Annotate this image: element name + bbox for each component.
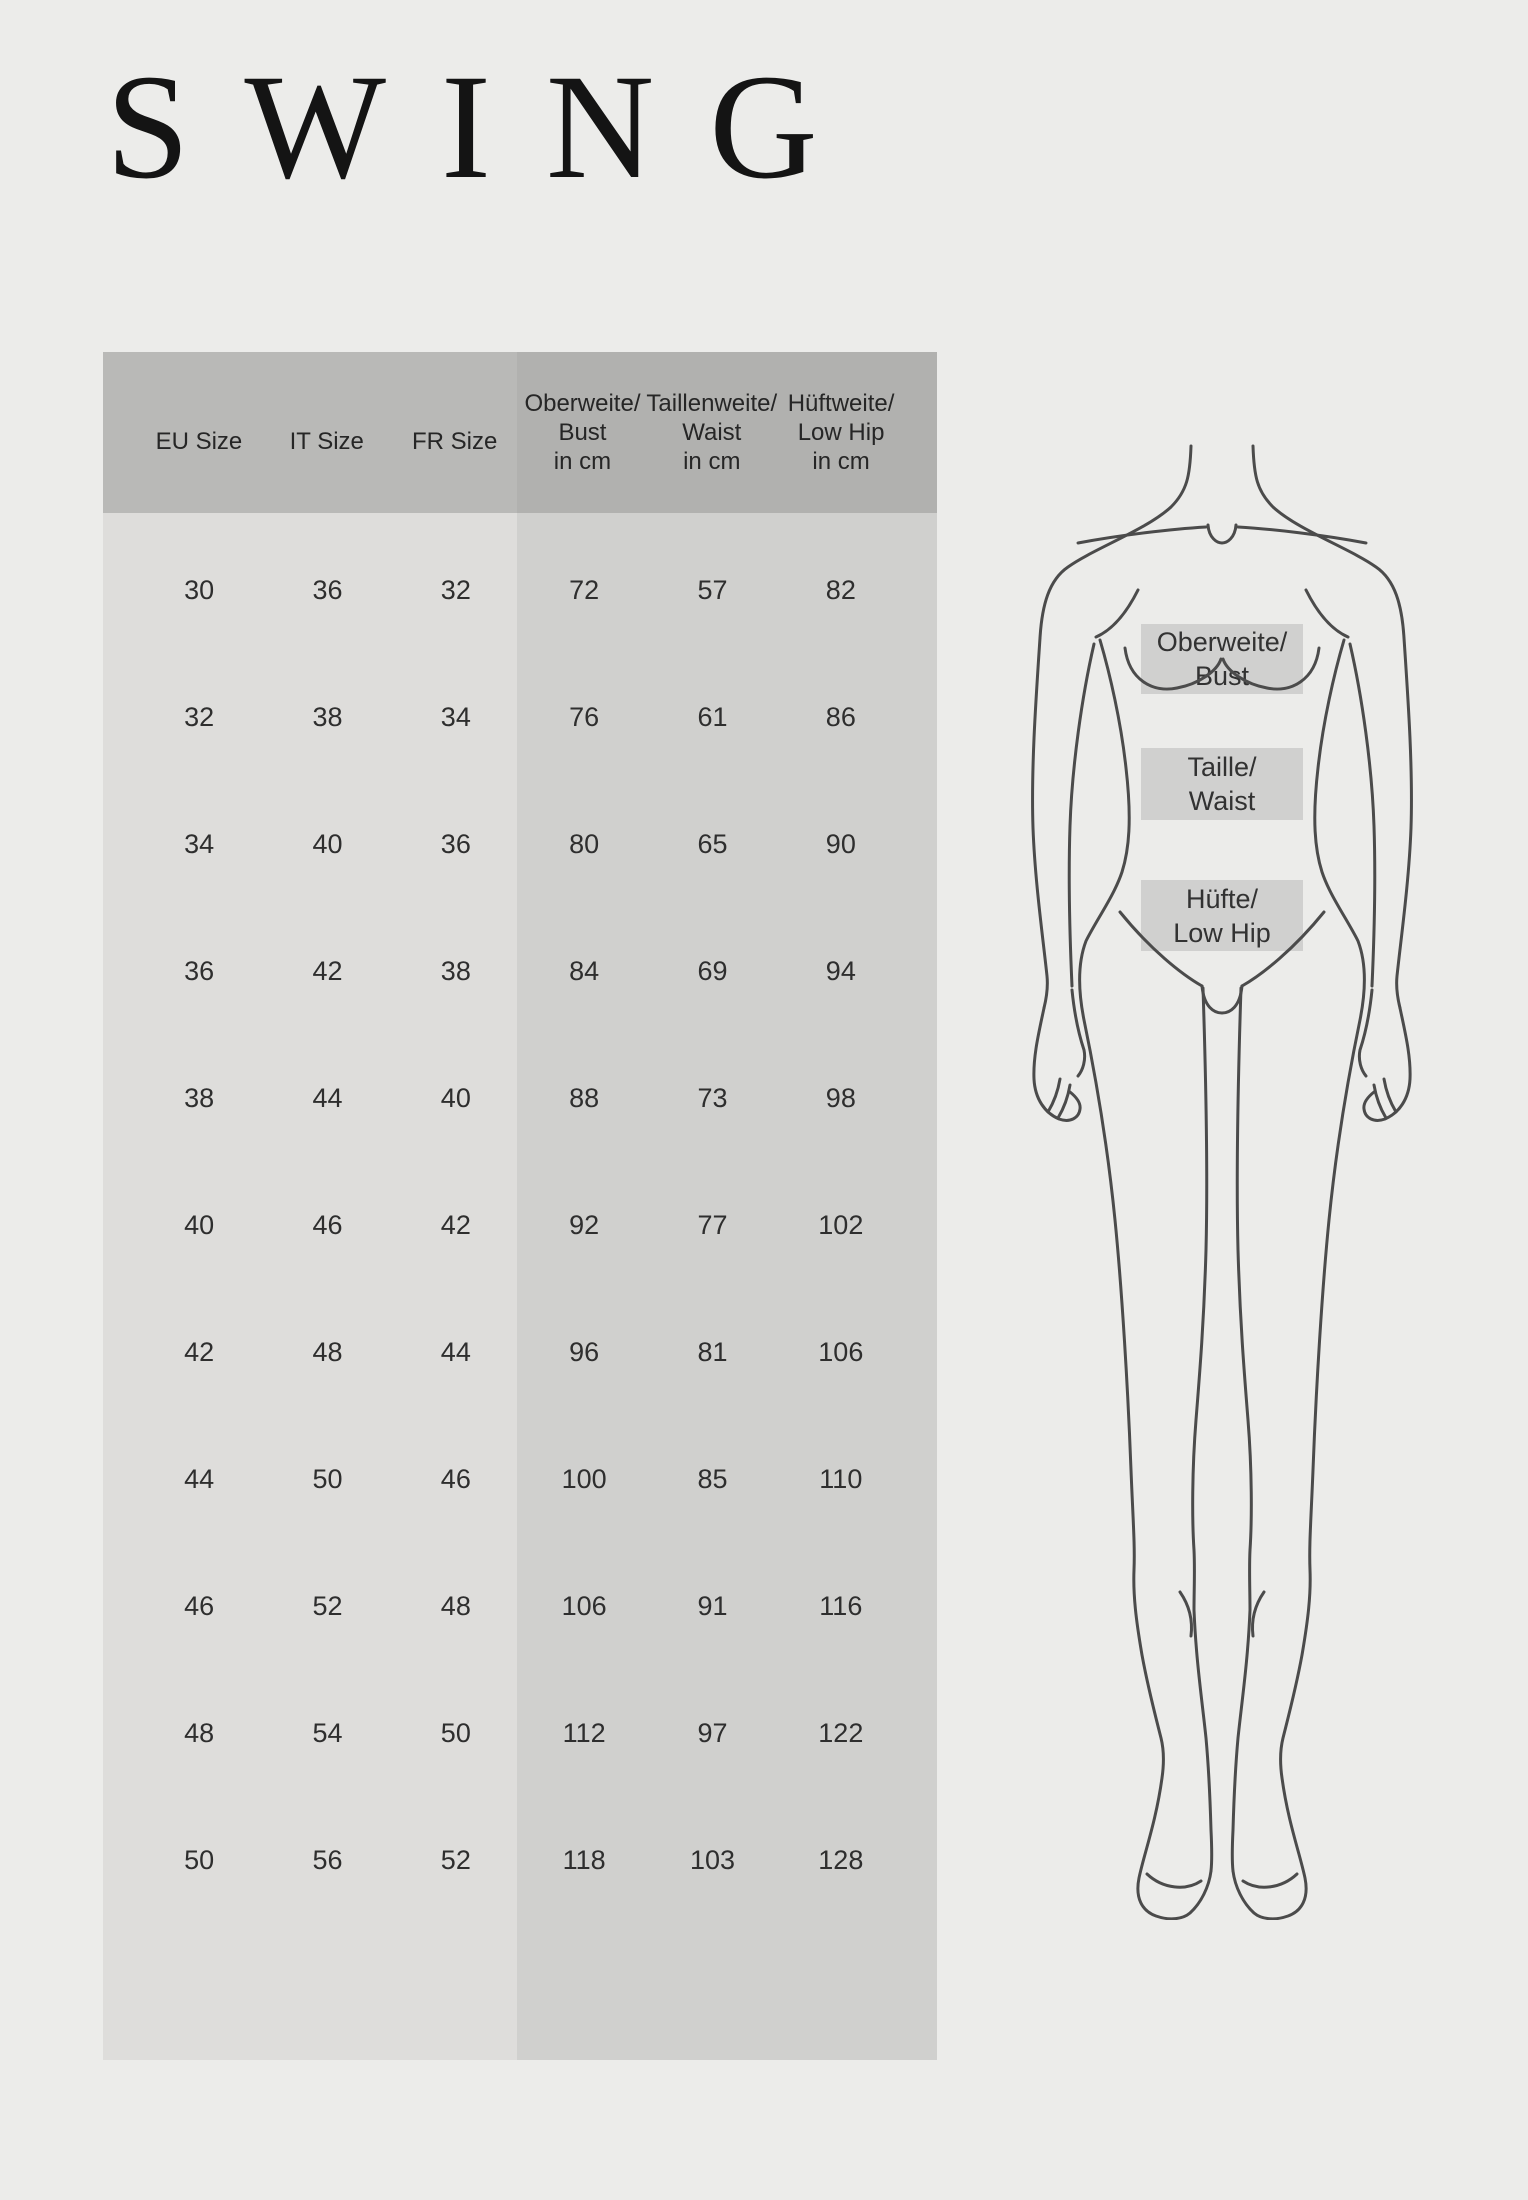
finger-line xyxy=(1384,1079,1396,1112)
size-cell-it: 46 xyxy=(312,1210,343,1240)
size-cell-fr: 32 xyxy=(440,575,471,605)
size-cell-fr: 42 xyxy=(440,1210,471,1240)
torso-leg-outline xyxy=(1233,640,1364,1919)
size-cell-eu: 38 xyxy=(184,1083,215,1113)
size-cell-waist: 73 xyxy=(697,1083,728,1113)
thumb-line xyxy=(1072,990,1085,1076)
column-header-bust: Oberweite/ Bust in cm xyxy=(524,390,641,475)
collarbone-line xyxy=(1238,527,1366,543)
size-table-row xyxy=(135,1162,905,1289)
figure-label-hip xyxy=(1141,880,1303,951)
size-cell-fr: 44 xyxy=(440,1337,471,1367)
size-cell-hip: 128 xyxy=(818,1845,864,1875)
size-cell-fr: 40 xyxy=(440,1083,471,1113)
size-cell-eu: 44 xyxy=(184,1464,215,1494)
size-cell-waist: 57 xyxy=(697,575,728,605)
crotch-line xyxy=(1202,986,1242,1013)
finger-line xyxy=(1048,1079,1060,1112)
size-cell-eu: 30 xyxy=(184,575,215,605)
size-cell-bust: 72 xyxy=(569,575,600,605)
inner-arm-line xyxy=(1350,644,1375,986)
size-cell-eu: 46 xyxy=(184,1591,215,1621)
column-header-it: IT Size xyxy=(289,428,364,455)
size-table-row xyxy=(135,1797,905,1924)
size-cell-it: 56 xyxy=(312,1845,343,1875)
body-measurement-figure xyxy=(1020,430,1420,1920)
size-cell-hip: 98 xyxy=(825,1083,856,1113)
size-cell-waist: 97 xyxy=(697,1718,728,1748)
figure-label-line: Hüfte/ xyxy=(1185,883,1259,914)
size-table-row xyxy=(135,1543,905,1670)
size-table-row xyxy=(135,654,905,781)
size-cell-waist: 69 xyxy=(697,956,728,986)
figure-label-line: Taille/ xyxy=(1187,752,1257,782)
figure-label-line: Waist xyxy=(1188,786,1256,816)
column-header-waist: Taillenweite/ Waist in cm xyxy=(646,390,778,475)
finger-line xyxy=(1374,1085,1386,1118)
neck-notch-line xyxy=(1208,525,1236,543)
brand-logo: SWING xyxy=(106,44,873,210)
size-table-row xyxy=(135,1289,905,1416)
size-cell-waist: 103 xyxy=(689,1845,736,1875)
size-cell-bust: 84 xyxy=(569,956,600,986)
figure-label-line: Bust xyxy=(1194,661,1250,691)
size-table-body xyxy=(103,513,937,2060)
size-cell-eu: 32 xyxy=(184,702,215,732)
thumb-line xyxy=(1359,990,1372,1076)
size-cell-hip: 82 xyxy=(825,575,856,605)
inner-arm-line xyxy=(1069,644,1094,986)
figure-label-line: Oberweite/ xyxy=(1156,627,1288,657)
size-cell-it: 48 xyxy=(312,1337,343,1367)
size-cell-bust: 92 xyxy=(569,1210,600,1240)
size-table-row xyxy=(135,1035,905,1162)
size-table-row xyxy=(135,908,905,1035)
size-cell-hip: 90 xyxy=(825,829,856,859)
size-table-row xyxy=(135,781,905,908)
size-cell-it: 40 xyxy=(312,829,343,859)
size-cell-eu: 40 xyxy=(184,1210,215,1240)
size-cell-it: 44 xyxy=(312,1083,343,1113)
size-cell-it: 50 xyxy=(312,1464,343,1494)
size-cell-it: 52 xyxy=(312,1591,343,1621)
size-cell-waist: 85 xyxy=(697,1464,728,1494)
toe-line xyxy=(1243,1874,1297,1887)
size-cell-bust: 112 xyxy=(562,1718,606,1748)
size-cell-bust: 76 xyxy=(569,702,600,732)
finger-line xyxy=(1058,1085,1070,1118)
size-cell-bust: 106 xyxy=(561,1591,607,1621)
size-cell-fr: 34 xyxy=(440,702,471,732)
size-cell-hip: 106 xyxy=(818,1337,864,1367)
size-cell-fr: 46 xyxy=(440,1464,471,1494)
figure-label-waist xyxy=(1141,748,1303,820)
size-cell-bust: 96 xyxy=(569,1337,600,1367)
size-cell-fr: 38 xyxy=(440,956,471,986)
size-cell-fr: 48 xyxy=(440,1591,471,1621)
size-cell-fr: 50 xyxy=(440,1718,471,1748)
size-cell-eu: 50 xyxy=(184,1845,215,1875)
size-cell-fr: 36 xyxy=(440,829,471,859)
size-table xyxy=(103,352,937,2060)
size-cell-hip: 116 xyxy=(819,1591,863,1621)
figure-label-line: Low Hip xyxy=(1173,917,1271,948)
size-cell-hip: 94 xyxy=(825,956,856,986)
size-cell-eu: 36 xyxy=(184,956,215,986)
size-cell-it: 42 xyxy=(312,956,343,986)
collarbone-line xyxy=(1078,527,1206,543)
size-cell-bust: 118 xyxy=(562,1845,606,1875)
size-cell-bust: 100 xyxy=(561,1464,607,1494)
column-header-hip: Hüftweite/ Low Hip in cm xyxy=(787,390,895,475)
torso-leg-outline xyxy=(1080,640,1211,1919)
size-cell-it: 38 xyxy=(312,702,343,732)
knee-crease-line xyxy=(1180,1592,1192,1636)
inner-leg-line xyxy=(1232,988,1251,1871)
hand-outline xyxy=(1034,1008,1080,1120)
size-cell-eu: 42 xyxy=(184,1337,215,1367)
armpit-line xyxy=(1096,590,1138,637)
size-table-row xyxy=(135,1670,905,1797)
size-cell-bust: 88 xyxy=(569,1083,600,1113)
size-cell-waist: 91 xyxy=(697,1591,728,1621)
size-cell-hip: 102 xyxy=(818,1210,864,1240)
size-cell-hip: 86 xyxy=(825,702,856,732)
size-cell-eu: 34 xyxy=(184,829,215,859)
column-header-eu: EU Size xyxy=(155,428,243,455)
size-cell-bust: 80 xyxy=(569,829,600,859)
size-cell-hip: 110 xyxy=(819,1464,863,1494)
knee-crease-line xyxy=(1252,1592,1264,1636)
size-cell-waist: 81 xyxy=(697,1337,728,1367)
size-cell-hip: 122 xyxy=(818,1718,864,1748)
size-cell-it: 36 xyxy=(312,575,343,605)
size-table-row xyxy=(135,527,905,654)
size-cell-waist: 77 xyxy=(697,1210,728,1240)
size-cell-fr: 52 xyxy=(440,1845,471,1875)
size-cell-eu: 48 xyxy=(184,1718,215,1748)
hand-outline xyxy=(1364,1008,1410,1120)
column-header-fr: FR Size xyxy=(411,428,498,455)
armpit-line xyxy=(1306,590,1348,637)
size-cell-waist: 61 xyxy=(697,702,728,732)
size-table-row xyxy=(135,1416,905,1543)
size-cell-waist: 65 xyxy=(697,829,728,859)
inner-leg-line xyxy=(1193,988,1212,1871)
figure-label-bust xyxy=(1141,624,1303,694)
toe-line xyxy=(1147,1874,1201,1887)
size-cell-it: 54 xyxy=(312,1718,343,1748)
size-table-header-row xyxy=(103,352,937,513)
